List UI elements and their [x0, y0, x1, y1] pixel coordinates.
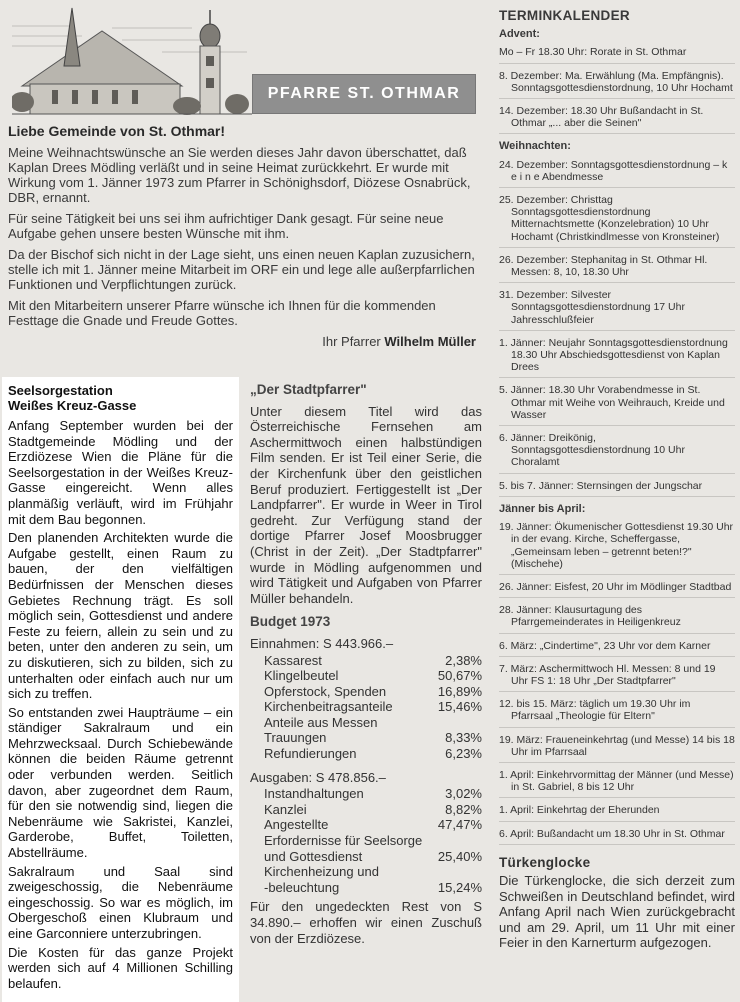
row-label: Refundierungen — [264, 746, 357, 762]
tuerkenglocke-text: Die Türkenglocke, die sich derzeit zum Schweißen in Deutschland befindet, wird Anfang April nach Wien zurückgebracht und am 29. April, um 11 Uhr mit einer Feier in den Karnerturm aufgezogen. — [499, 872, 735, 951]
event: 6. April: Bußandacht um 18.30 Uhr in St. Othmar — [499, 828, 735, 845]
income-row — [250, 668, 482, 684]
event: 19. Jänner: Ökumenischer Gottesdienst 19.30 Uhr in der evang. Kirche, Scheffergasse, „Gemeinsam leben – getrennt beten!?" (Mischehe) — [499, 521, 735, 575]
seelsorge-paragraph: Die Kosten für das ganze Projekt werden sich auf 4 Millionen Schilling belaufen. — [8, 944, 233, 991]
expense-row — [250, 802, 482, 818]
expense-row — [250, 833, 482, 849]
expense-row — [250, 864, 482, 880]
budget-footer: Für den ungedeckten Rest von S 34.890.– erhoffen wir einen Zuschuß von der Erzdiözese. — [250, 899, 482, 946]
header — [12, 6, 482, 116]
row-label: Opferstock, Spenden — [264, 683, 387, 699]
expense-row — [250, 880, 482, 896]
section-title: Advent: — [499, 28, 540, 41]
calendar-heading: TERMINKALENDER — [499, 8, 630, 23]
event: 19. März: Fraueneinkehrtag (und Messe) 14 bis 18 Uhr im Pfarrsaal — [499, 734, 735, 763]
row-value: 50,67% — [437, 668, 482, 684]
event: 14. Dezember: 18.30 Uhr Bußandacht in St. Othmar „... aber die Seinen" — [499, 105, 735, 134]
income-row — [250, 699, 482, 715]
event: 8. Dezember: Ma. Erwählung (Ma. Empfängnis). Sonntagsgottesdienstordnung, 10 Uhr Hochamt — [499, 70, 735, 99]
seelsorge-heading-line2: Weißes Kreuz-Gasse — [8, 398, 137, 413]
event: 25. Dezember: Christtag Sonntagsgottesdienstordnung Mitternachtsmette (Konzelebration) 10 Uhr Hochamt (Christkindlmesse von Kronsteiner) — [499, 194, 735, 248]
income-row — [250, 653, 482, 669]
stadtpfarrer-heading: „Der Stadtpfarrer" — [250, 382, 367, 397]
seelsorge-paragraph: Anfang September wurden bei der Stadtgemeinde Mödling und der Erzdiözese Wien die Pläne für die Seelsorgestation in der Weißes Kreuz-Gasse eingereicht. Wenn alles planmäßig verläuft, wird im Frühjahr mit dem Bau begonnen. — [8, 418, 233, 527]
row-label: Kirchenheizung und — [264, 864, 379, 880]
letter-paragraph: Meine Weihnachtswünsche an Sie werden dieses Jahr davon überschattet, daß Kaplan Drees Mödling verläßt und in seine Heimat zurückkehrt. Er wurde mit Wirkung vom 1. Jänner 1973 zum Pfarrer in Schönighsdorf, Diözese Osnabrück, DBR, ernannt. — [8, 145, 471, 205]
row-label: Erfordernisse für Seelsorge — [264, 833, 423, 849]
row-label: Trauungen — [264, 730, 327, 746]
income-row — [250, 746, 482, 762]
row-value: 15,24% — [437, 879, 482, 895]
income-label: Einnahmen: S 443.966.– — [250, 635, 394, 651]
row-value: 25,40% — [437, 848, 482, 864]
event: 5. Jänner: 18.30 Uhr Vorabendmesse in St. Othmar mit Weihe von Weihrauch, Kreide und Wasser — [499, 384, 735, 426]
signature — [8, 334, 476, 349]
seelsorge-heading — [8, 383, 233, 413]
event: 26. Dezember: Stephanitag in St. Othmar Hl. Messen: 8, 10, 18.30 Uhr — [499, 254, 735, 283]
tuerkenglocke-article — [499, 854, 735, 951]
event: 12. bis 15. März: täglich um 19.30 Uhr im Pfarrsaal „Theologie für Eltern" — [499, 698, 735, 727]
title-box — [252, 74, 476, 114]
page-title: PFARRE ST. OTHMAR — [267, 85, 461, 102]
expense-label: Ausgaben: S 478.856.– — [250, 769, 386, 785]
seelsorge-article — [2, 377, 239, 1002]
row-value: 47,47% — [437, 817, 482, 833]
letter-paragraph: Mit den Mitarbeitern unserer Pfarre wünsche ich Ihnen für die kommenden Festtage die Gnade und Freude Gottes. — [8, 298, 436, 328]
seelsorge-paragraph: Sakralraum und Saal sind zweigeschossig, die Nebenräume eingeschossig. So war es möglich, im Obergeschoß einen Klubraum und eine Garconniere unterzubringen. — [8, 863, 233, 941]
event: 28. Jänner: Klausurtagung des Pfarrgemeinderates in Heiligenkreuz — [499, 604, 735, 633]
expense-row — [250, 786, 482, 802]
stadtpfarrer-text: Unter diesem Titel wird das Österreichische Fernsehen am Aschermittwoch einen halbstündigen Film senden. Er ist Teil einer Serie, die der Kirchenfunk über den geistlichen Beruf produziert. Fertiggestellt ist „Der Landpfarrer". Er wurde in Weer in Tirol gedreht. Zur Verfügung stand der dortige Pfarrer Josef Moosbrugger (Christ in der Zeit). „Der Stadtpfarrer" wurde in Mödling aufgenommen und wird Tätigkeit und Aufgaben von Pfarrer Müller behandeln. — [250, 403, 482, 606]
tuerkenglocke-heading: Türkenglocke — [499, 854, 591, 870]
event: 26. Jänner: Eisfest, 20 Uhr im Mödlinger Stadtbad — [499, 581, 735, 598]
row-value: 6,23% — [445, 746, 482, 762]
row-value: 3,02% — [445, 786, 482, 802]
row-label: Angestellte — [264, 817, 329, 833]
event: 6. März: „Cindertime", 23 Uhr vor dem Karner — [499, 640, 735, 657]
event: 1. Jänner: Neujahr Sonntagsgottesdienstordnung 18.30 Uhr Abschiedsgottesdienst von Kaplan Drees — [499, 337, 735, 379]
event: Mo – Fr 18.30 Uhr: Rorate in St. Othmar — [499, 46, 735, 63]
seelsorge-paragraph: So entstanden zwei Haupträume – ein ständiger Sakralraum und ein Mehrzwecksaal. Durch Schiebewände können die beiden Räume getrennt oder verbunden werden. Seitlich davon, aber zugeordnet dem Raum, für den sie notwendig sind, liegen die Nebenräume wie Sakristei, Kanzlei, Garderobe, Buffet, Toiletten, Abstellräume. — [8, 704, 233, 861]
event: 1. April: Einkehrtag der Eherunden — [499, 804, 735, 821]
event: 24. Dezember: Sonntagsgottesdienstordnung – k e i n e Abendmesse — [499, 159, 735, 188]
row-value: 8,82% — [445, 801, 482, 817]
row-label: und Gottesdienst — [264, 848, 363, 864]
row-label: Kirchenbeitragsanteile — [264, 699, 393, 715]
expense-row — [250, 849, 482, 865]
row-value: 15,46% — [437, 699, 482, 715]
letter-heading: Liebe Gemeinde von St. Othmar! — [8, 123, 226, 139]
section-title: Weihnachten: — [499, 140, 571, 153]
seelsorge-paragraph: Den planenden Architekten wurde die Aufgabe gestellt, einen Raum zu bauen, der den vielfältigen Bedürfnissen der Menschen dieses Gebietes Rechnung trägt. Es soll möglich sein, Gottesdienst und andere Feste zu feiern, allein zu sein und zu beten, unter den anderen zu sein, um zu diskutieren, sich zu bilden, sich zu unterhalten oder einfach auch nur um sich zu treffen. — [8, 530, 233, 702]
section-title: Jänner bis April: — [499, 502, 586, 515]
row-label: Anteile aus Messen — [264, 714, 378, 730]
middle-column — [250, 382, 482, 946]
letter — [8, 124, 482, 349]
signature-name: Wilhelm Müller — [384, 334, 476, 349]
income-row — [250, 715, 482, 731]
income-row — [250, 684, 482, 700]
row-value: 8,33% — [445, 730, 482, 746]
event: 1. April: Einkehrvormittag der Männer (und Messe) in St. Gabriel, 8 bis 12 Uhr — [499, 769, 735, 798]
row-label: -beleuchtung — [264, 879, 340, 895]
event: 31. Dezember: Silvester Sonntagsgottesdienstordnung 17 Uhr Jahresschlußfeier — [499, 289, 735, 331]
row-label: Kanzlei — [264, 801, 307, 817]
seelsorge-heading-line1: Seelsorgestation — [8, 383, 113, 398]
row-value: 16,89% — [437, 683, 482, 699]
calendar — [499, 10, 735, 951]
expense-row — [250, 817, 482, 833]
event: 5. bis 7. Jänner: Sternsingen der Jungschar — [499, 480, 735, 497]
letter-paragraph: Für seine Tätigkeit bei uns sei ihm aufrichtiger Dank gesagt. Für seine neue Aufgabe gehen unsere besten Wünsche mit ihm. — [8, 211, 444, 241]
row-label: Kassarest — [264, 652, 322, 668]
budget-heading: Budget 1973 — [250, 614, 331, 630]
event: 6. Jänner: Dreikönig, Sonntagsgottesdienstordnung 10 Uhr Choralamt — [499, 432, 735, 474]
row-value: 2,38% — [445, 652, 482, 668]
signature-prefix: Ihr Pfarrer — [322, 334, 381, 349]
row-label: Klingelbeutel — [264, 668, 339, 684]
income-row — [250, 730, 482, 746]
event: 7. März: Aschermittwoch Hl. Messen: 8 und 19 Uhr FS 1: 18 Uhr „Der Stadtpfarrer" — [499, 663, 735, 692]
letter-paragraph: Da der Bischof sich nicht in der Lage sieht, uns einen neuen Kaplan zuzusichern, stelle ich mit 1. Jänner meine Mitarbeit im ORF ein und lege alle außerpfarrlichen Funktionen und Verpflichtungen zurück. — [8, 247, 475, 292]
row-label: Instandhaltungen — [264, 786, 364, 802]
